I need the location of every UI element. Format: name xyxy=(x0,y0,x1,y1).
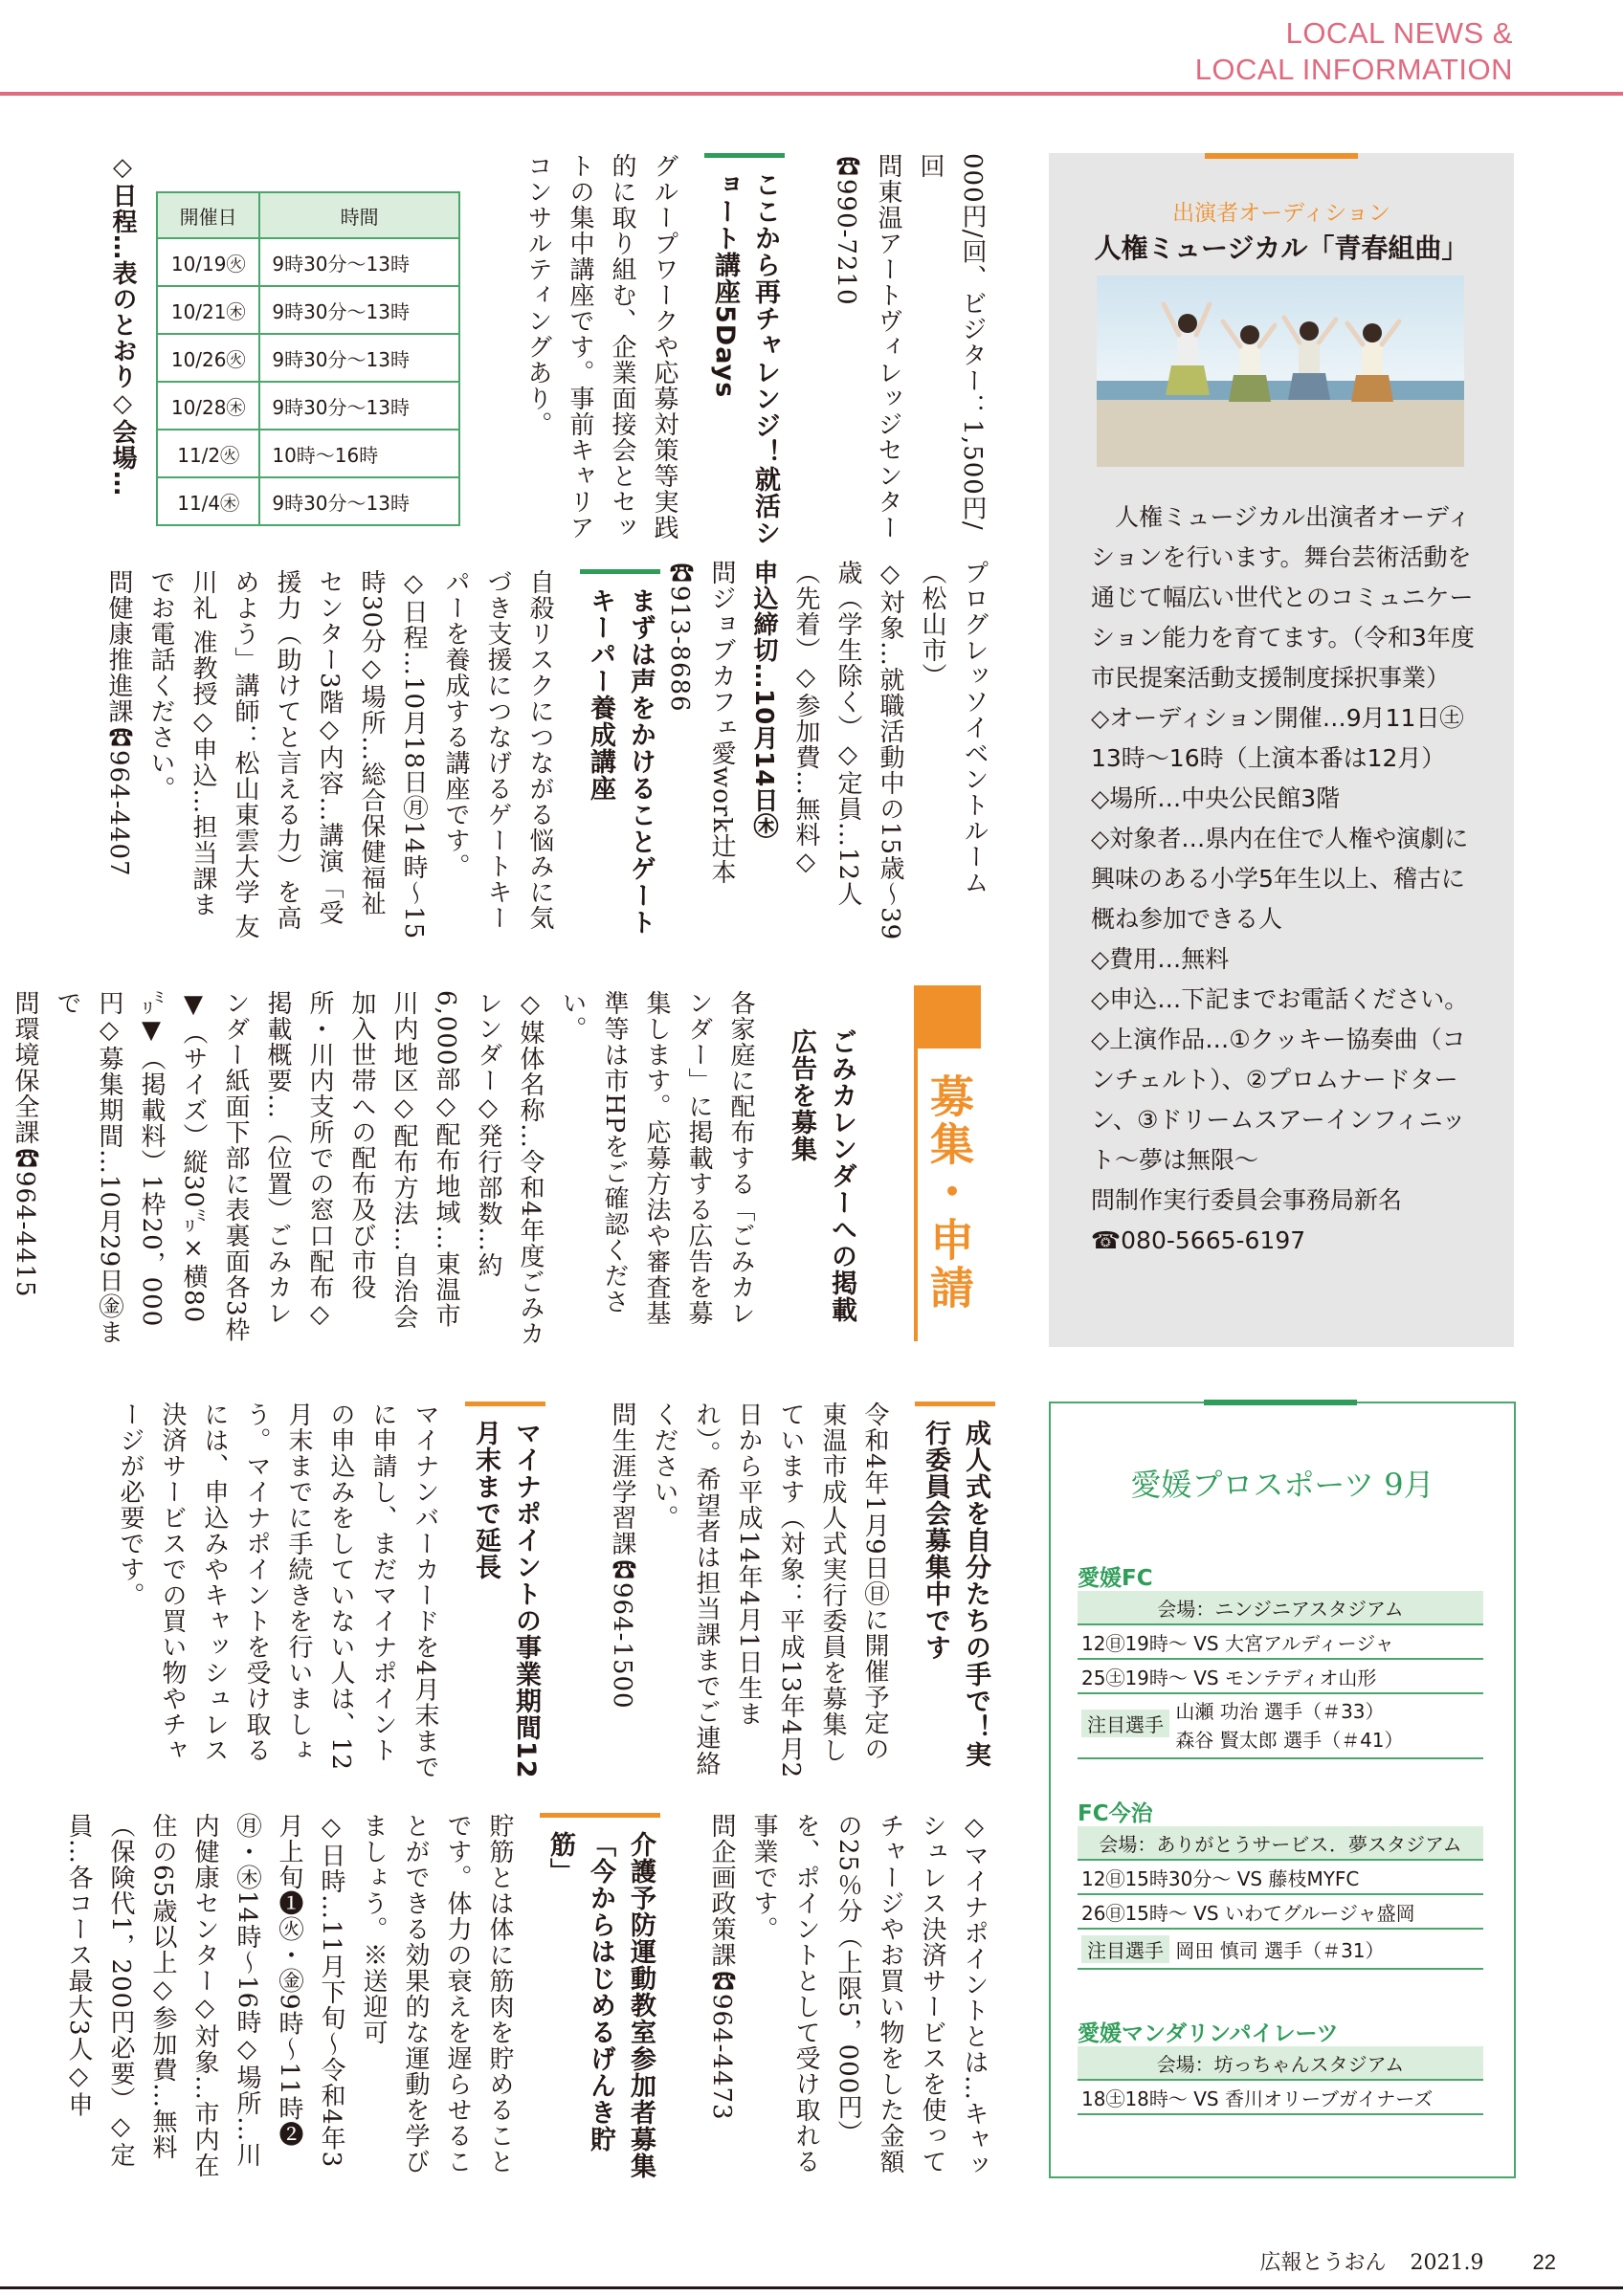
game-row: 12㊐15時30分～ VS 藤枝MYFC xyxy=(1078,1860,1483,1894)
venue-cell: 会場：ありがとうサービス．夢スタジアム xyxy=(1078,1826,1483,1860)
coming-of-age-body: 令和4年1月9日㊐に開催予定の東温市成人式実行委員を募集しています（対象：平成13年4月2日から平成14年4月1日生まれ）。希望者は担当課までご連絡ください。 xyxy=(650,1402,889,1779)
schedule-time: 10時～16時 xyxy=(259,430,459,477)
footer-rule xyxy=(0,2286,1623,2289)
job-seminar-heading: ここから再チャレンジ！就活ショート講座5Days xyxy=(704,153,785,555)
mynapoint-body: マイナンバーカードを4月末までに申請し、まだマイナポイントの申込みをしていない人は、12月末までに手続きを行いましょう。マイナポイントを受け取るには、申込みやキャッシュレス決済サービスでの買い物やチャージが必要です。 xyxy=(116,1402,439,1780)
players-label: 注目選手 xyxy=(1081,1710,1169,1737)
audition-intro: 人権ミュージカル出演者オーディションを行います。舞台芸術活動を通じて幅広い世代とのコミュニケーション能力を育てます。（令和3年度市民提案活動支援制度採択事業） xyxy=(1091,503,1475,692)
schedule-time: 9時30分～13時 xyxy=(259,334,459,382)
gatekeeper-contact: 問健康推進課☎964-4407 xyxy=(104,569,133,877)
audition-place: ◇場所…中央公民館3階 xyxy=(1091,784,1341,812)
audition-apply: ◇申込…下記までお電話ください。 xyxy=(1091,985,1469,1013)
page-number: 22 xyxy=(1532,2250,1556,2274)
audition-fee: ◇費用…無料 xyxy=(1091,945,1230,973)
mandarin-pirates-table xyxy=(1078,2046,1483,2115)
garbage-calendar-contact: 問環境保全課☎964-4415 xyxy=(11,990,39,1298)
schedule-date: 10/28㊍ xyxy=(157,382,259,430)
gatekeeper-body: 自殺リスクにつながる悩みに気づき支援につなげるゲートキーパーを養成する講座です。 xyxy=(441,569,554,931)
schedule-header-time: 時間 xyxy=(259,192,459,238)
table-row xyxy=(157,477,459,525)
audition-works: ◇上演作品…①クッキー協奏曲（コンチェルト）、②プロムナードターン、③ドリームスアーインフィニット～夢は無限～ xyxy=(1091,1026,1466,1174)
article-col-g xyxy=(574,1402,995,1784)
article-col-a xyxy=(832,153,993,555)
col-d-text1: プログレッソイベントルーム（松山市） xyxy=(918,560,989,895)
schedule-date: 10/26㊋ xyxy=(157,334,259,382)
schedule-date: 10/21㊍ xyxy=(157,286,259,334)
article-col-i xyxy=(708,1813,995,2186)
table-row xyxy=(157,430,459,477)
article-col-d xyxy=(665,560,995,942)
exercise-class-detail: ◇日時…11月下旬～令和4年3月上旬❶㊋・㊎9時～11時❷㊊・㊍14時～16時◇場所…川内健康センター◇対象…市内在住の65歳以上◇参加費…無料（保険代1，200円必要）◇定員…各コース最大3人◇申 xyxy=(64,1813,345,2178)
col-d-deadline: 申込締切…10月14日㊍ xyxy=(749,560,778,840)
schedule-header-date: 開催日 xyxy=(157,192,259,238)
issue-date: 2021.9 xyxy=(1410,2251,1484,2275)
publication-name: 広報とうおん xyxy=(1259,2251,1387,2275)
players-label: 注目選手 xyxy=(1081,1935,1169,1963)
garbage-calendar-heading: ごみカレンダーへの掲載広告を募集 xyxy=(787,1028,856,1323)
section-label-tab xyxy=(914,985,981,1049)
game-row: 25㊏19時～ VS モンテディオ山形 xyxy=(1078,1659,1483,1693)
gatekeeper-detail: ◇日程…10月18日㊊14時～15時30分◇場所…総合保健福祉センター3階◇内容…講演「受援力（助けてと言える力）を高めよう」講師：松山東雲大学 友川礼 准教授◇申込…担当課までお電話ください。 xyxy=(146,569,428,940)
venue-cell: 会場：坊っちゃんスタジアム xyxy=(1078,2046,1483,2080)
col-c-text: ◇日程…表のとおり◇会場… xyxy=(108,153,137,497)
audition-photo xyxy=(1097,276,1464,467)
audition-contact-phone: ☎080-5665-6197 xyxy=(1091,1226,1306,1254)
schedule-date: 10/19㊋ xyxy=(157,238,259,286)
mynapoint-contact: 問企画政策課☎964-4473 xyxy=(707,1813,736,2121)
mynapoint-detail: ◇マイナポイントとは…キャッシュレス決済サービスを使ってチャージやお買い物をした金額の25％分（上限5，000円）を、ポイントとして受け取れる事業です。 xyxy=(749,1813,989,2178)
venue-cell: 会場：ニンジニアスタジアム xyxy=(1078,1591,1483,1624)
garbage-calendar-body: 各家庭に配布する「ごみカレンダー」に掲載する広告を募集します。応募方法や審査基準等は市HPをご確認ください。 xyxy=(558,990,755,1326)
team-name-fc-imabari: FC今治 xyxy=(1078,1801,1153,1826)
audition-accent-bar xyxy=(1205,153,1358,159)
table-row xyxy=(157,238,459,286)
exercise-class-heading: 介護予防運動教室参加者募集「今からはじめるげんき貯筋」 xyxy=(540,1813,660,2186)
header-line-1: LOCAL NEWS & xyxy=(1285,16,1513,50)
page-footer xyxy=(1260,2246,1556,2276)
audition-body xyxy=(1091,497,1487,1261)
audition-title: 人権ミュージカル「青春組曲」 xyxy=(1094,232,1469,264)
team-name-mandarin-pirates: 愛媛マンダリンパイレーツ xyxy=(1078,2021,1339,2046)
gatekeeper-heading: まずは声をかけることゲートキーパー養成講座 xyxy=(580,569,660,942)
article-col-f xyxy=(11,990,861,1349)
job-seminar-body: グループワークや応募対策等実践的に取り組む、企業面接会とセットの集中講座です。事前キャリアコンサルティングあり。 xyxy=(523,153,678,541)
schedule-time: 9時30分～13時 xyxy=(259,238,459,286)
game-row: 12㊐19時～ VS 大宮アルディージャ xyxy=(1078,1624,1483,1659)
schedule-date: 11/4㊍ xyxy=(157,477,259,525)
section-label-text: 募集・申請 xyxy=(923,1073,975,1313)
player: 森谷 賢太郎 選手（＃41） xyxy=(1175,1729,1404,1752)
garbage-calendar-detail: ◇媒体名称…令和4年度ごみカレンダー◇発行部数…約6,000部◇配布地域…東温市川内地区◇配布方法…自治会加入世帯への配布及び市役所・川内支所での窓口配布◇掲載概要…（位置）ごみカレンダー紙面下部に表裏面各3枠▼（サイズ）縦30㍉×横80㍉▼（掲載料）1枠20，000円◇募集期間…10月29日㊎まで xyxy=(53,990,545,1347)
audition-caption: 出演者オーディション xyxy=(1172,201,1390,226)
audition-target: ◇対象者…県内在住で人権や演劇に興味のある小学5年生以上、稽古に概ね参加できる人 xyxy=(1091,825,1469,933)
col-d-contact: 問ジョブカフェ愛work辻本☎913-8686 xyxy=(665,560,736,886)
exercise-class-body: 貯筋とは体に筋肉を貯めることです。体力の衰えを遅らせることができる効果的な運動を学びましょう。※送迎可 xyxy=(359,1813,514,2175)
schedule-time: 9時30分～13時 xyxy=(259,477,459,525)
player: 山瀬 功治 選手（＃33） xyxy=(1175,1700,1385,1723)
sports-accent-bar xyxy=(1204,1400,1357,1405)
schedule-date: 11/2㊋ xyxy=(157,430,259,477)
col-a-text: 000円/回、ビジター：1,500円/回 xyxy=(916,153,987,531)
section-header xyxy=(1195,15,1513,88)
pro-sports-title: 愛媛プロスポーツ 9月 xyxy=(1130,1467,1434,1503)
game-row: 18㊏18時～ VS 香川オリーブガイナーズ xyxy=(1078,2080,1483,2114)
article-col-j xyxy=(64,1813,660,2186)
audition-contact-name: 問制作実行委員会事務局新名 xyxy=(1091,1186,1403,1214)
header-rule xyxy=(0,92,1623,96)
coming-of-age-contact: 問生涯学習課☎964-1500 xyxy=(608,1402,636,1710)
audition-date: ◇オーディション開催…9月11日㊏13時～16時（上演本番は12月） xyxy=(1091,704,1464,772)
fc-imabari-table xyxy=(1078,1826,1483,1970)
team-name-ehime-fc: 愛媛FC xyxy=(1078,1566,1153,1591)
article-col-b xyxy=(459,153,785,555)
article-col-c xyxy=(96,153,144,555)
table-row xyxy=(157,286,459,334)
col-a-contact: 問東温アートヴィレッジセンター☎990-7210 xyxy=(832,153,902,541)
table-row xyxy=(157,334,459,382)
schedule-time: 9時30分～13時 xyxy=(259,286,459,334)
game-row: 26㊐15時～ VS いわてグルージャ盛岡 xyxy=(1078,1894,1483,1929)
audition-box xyxy=(1049,153,1514,1347)
player: 岡田 慎司 選手（＃31） xyxy=(1175,1938,1385,1962)
recruitment-section-label xyxy=(914,985,981,1341)
header-line-2: LOCAL INFORMATION xyxy=(1194,53,1513,86)
players-row xyxy=(1078,1929,1483,1969)
mynapoint-heading: マイナポイントの事業期間12月末まで延長 xyxy=(465,1402,545,1784)
col-d-text2: ◇対象…就職活動中の15歳～39歳（学生除く）◇定員…12人（先着）◇参加費…無料◇ xyxy=(791,560,904,941)
coming-of-age-heading: 成人式を自分たちの手で！実行委員会募集中です xyxy=(915,1402,995,1784)
pro-sports-box xyxy=(1049,1402,1516,2178)
ehime-fc-table xyxy=(1078,1591,1483,1759)
schedule-time: 9時30分～13時 xyxy=(259,382,459,430)
article-col-h xyxy=(96,1402,545,1784)
article-col-e xyxy=(96,569,660,942)
table-row xyxy=(157,382,459,430)
players-row xyxy=(1078,1693,1483,1758)
schedule-table xyxy=(156,191,460,526)
